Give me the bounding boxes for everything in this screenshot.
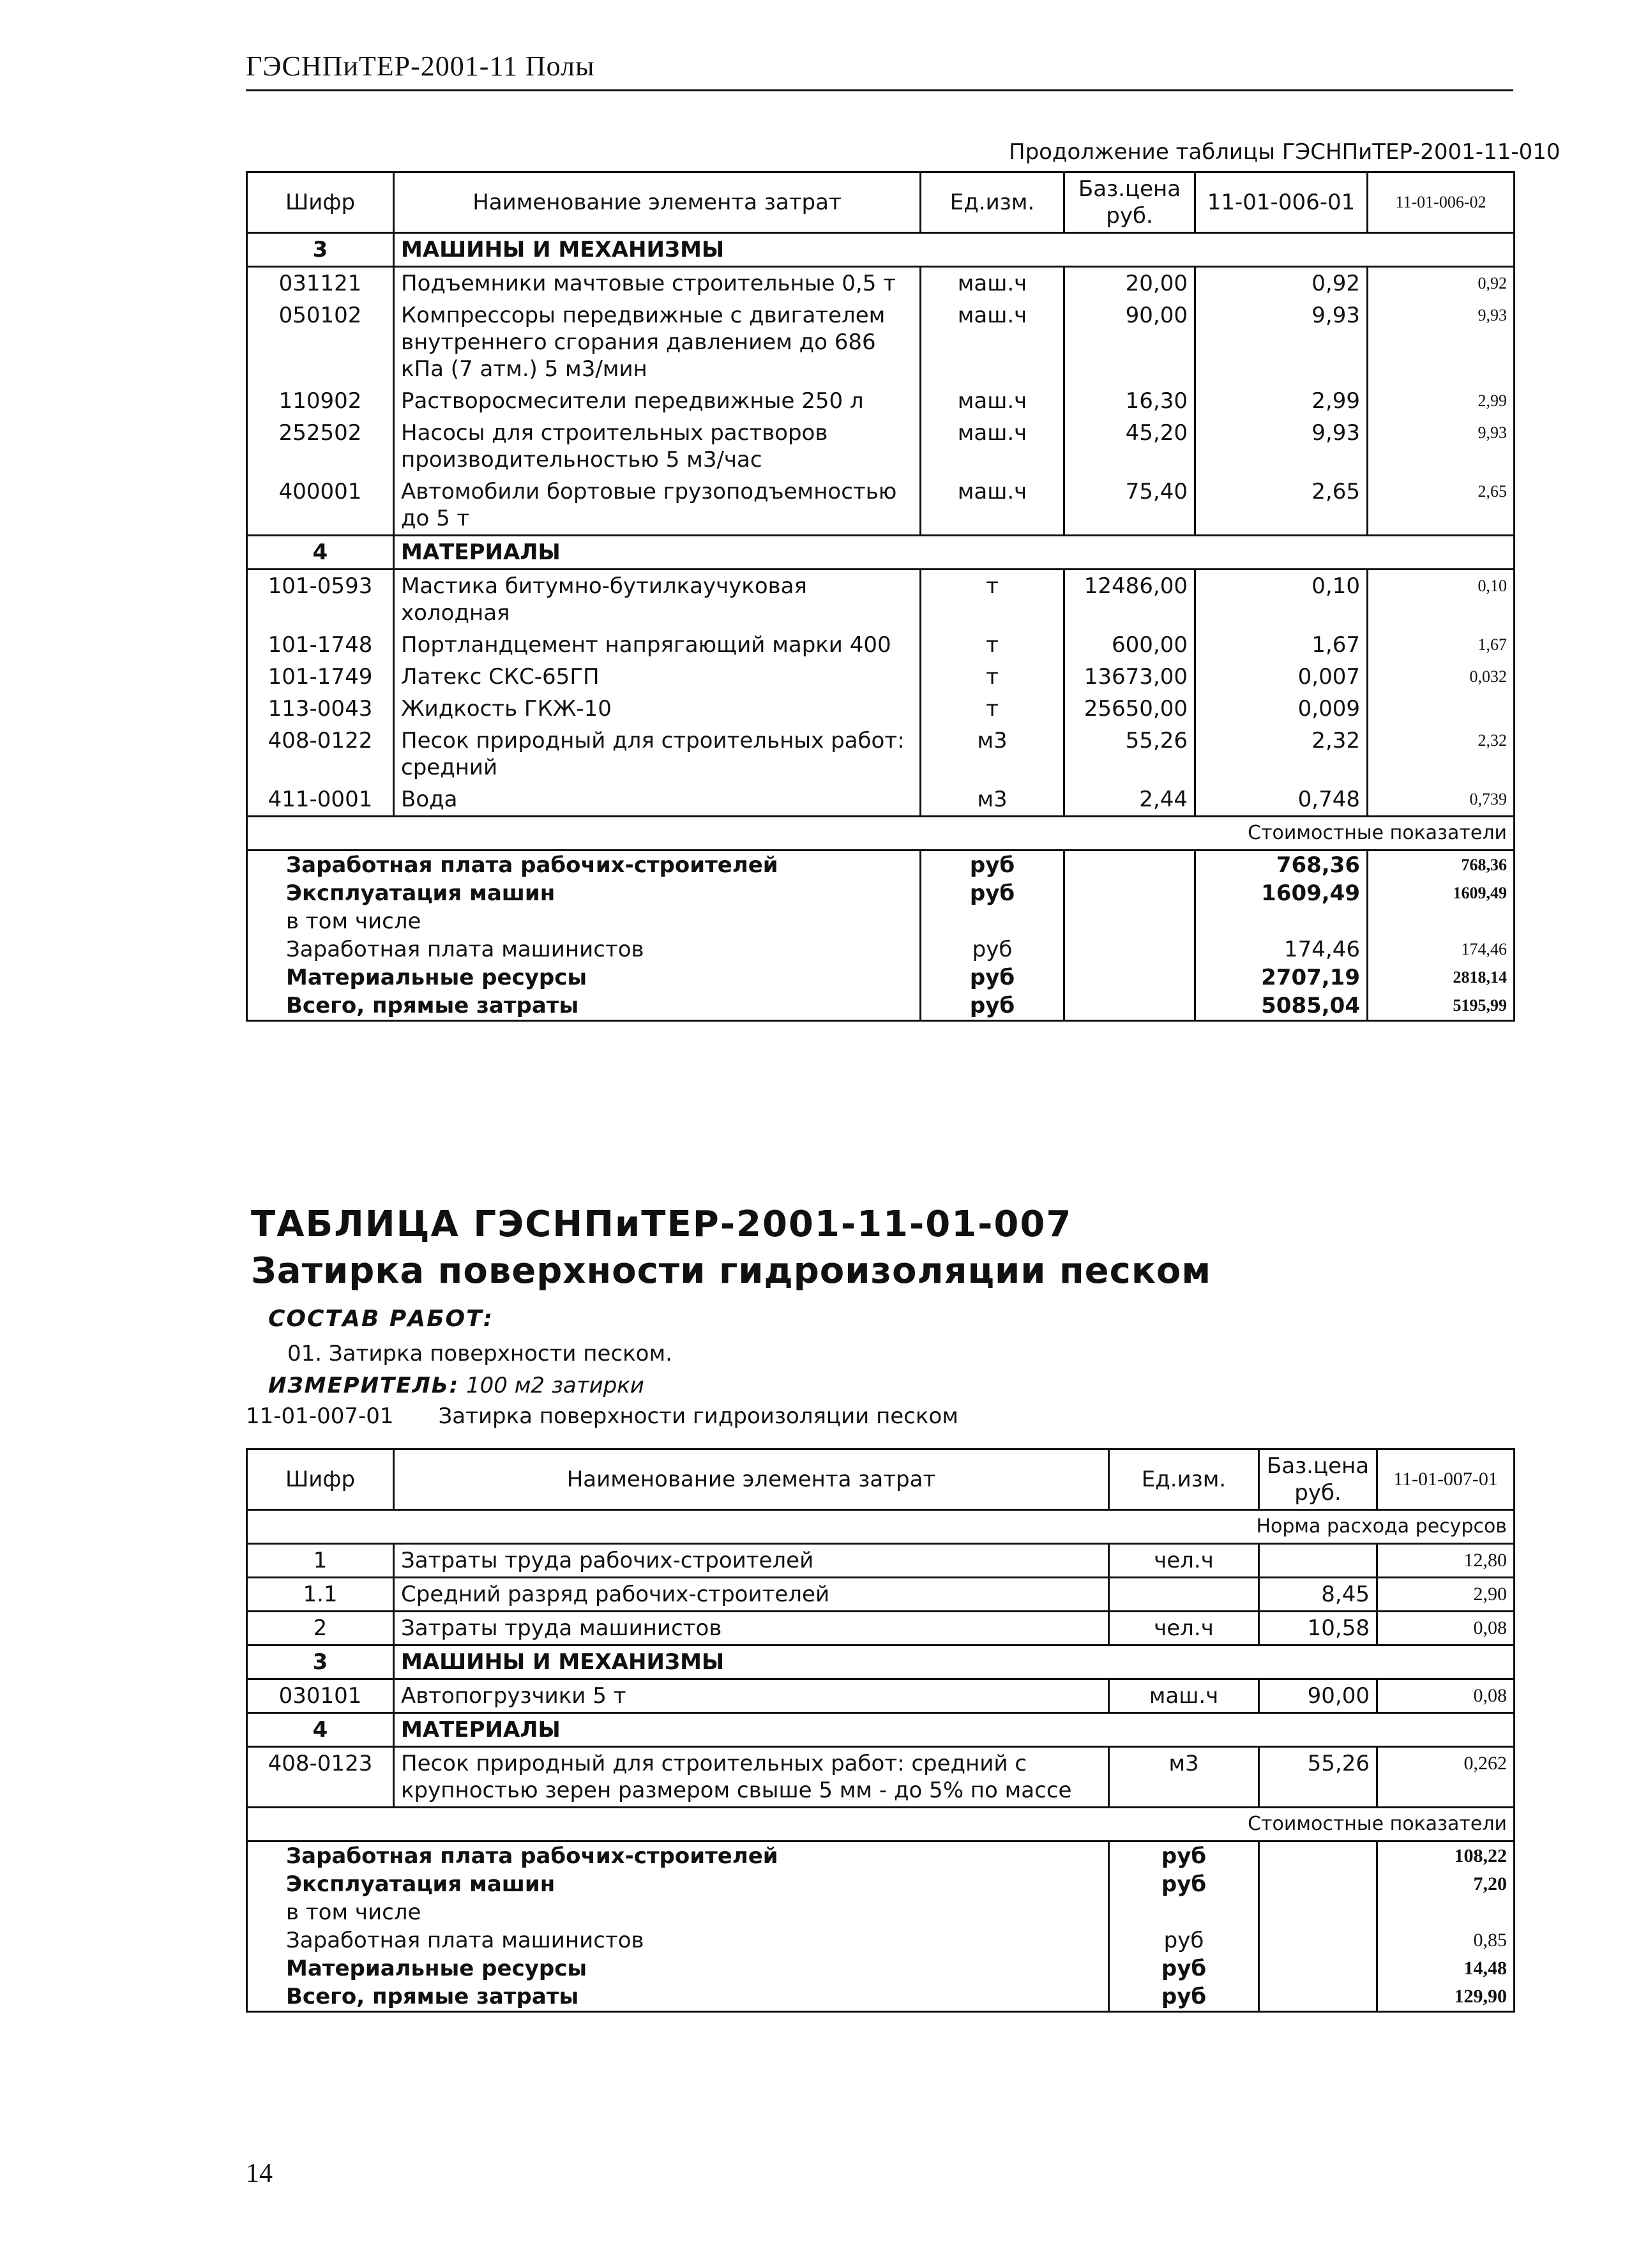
- table-row: [247, 1544, 1515, 1578]
- resource-code: 2: [247, 1612, 394, 1645]
- section-row: [247, 1645, 1515, 1679]
- resource-name: Подъемники мачтовые строительные 0,5 т: [394, 267, 921, 300]
- cost-value-1: 129,90: [1377, 1983, 1515, 2012]
- section-number: 4: [247, 1713, 394, 1747]
- resource-value-1: 0,08: [1377, 1612, 1515, 1645]
- cost-value-2: 1609,49: [1368, 879, 1515, 907]
- resource-value-1: 0,009: [1195, 693, 1368, 725]
- table-row: [247, 476, 1515, 536]
- resource-price: 13673,00: [1064, 661, 1195, 693]
- resource-price: 12486,00: [1064, 570, 1195, 630]
- cost-label: Всего, прямые затраты: [247, 992, 921, 1021]
- col-header-unit: Ед.изм.: [1109, 1449, 1259, 1510]
- resource-value-2: 9,93: [1368, 299, 1515, 385]
- resource-price: 55,26: [1259, 1747, 1377, 1808]
- resource-unit: маш.ч: [921, 299, 1064, 385]
- section-title: МАТЕРИАЛЫ: [394, 536, 1515, 570]
- cost-unit: руб: [921, 850, 1064, 880]
- rate-code-desc: Затирка поверхности гидроизоляции песком: [438, 1403, 958, 1429]
- table-row: [247, 725, 1515, 783]
- cost-label: Материальные ресурсы: [247, 1954, 1109, 1983]
- col-header-name: Наименование элемента затрат: [394, 172, 921, 233]
- resource-code: 1: [247, 1544, 394, 1578]
- table-row: [247, 1612, 1515, 1645]
- resource-price: 16,30: [1064, 385, 1195, 417]
- resource-name: Компрессоры передвижные с двигателем внутреннего сгорания давлением до 686 кПа (7 атм.) 5 м3/мин: [394, 299, 921, 385]
- resource-value-2: [1368, 693, 1515, 725]
- cost-label: в том числе: [247, 1898, 1109, 1926]
- resource-unit: чел.ч: [1109, 1612, 1259, 1645]
- table-row: [247, 783, 1515, 817]
- col-header-price: Баз.цена руб.: [1259, 1449, 1377, 1510]
- cost-unit: руб: [1109, 1954, 1259, 1983]
- cost-row: [247, 907, 1515, 935]
- resource-price: 600,00: [1064, 629, 1195, 661]
- resource-price: 25650,00: [1064, 693, 1195, 725]
- cost-value-2: 768,36: [1368, 850, 1515, 880]
- resource-value-2: 0,739: [1368, 783, 1515, 817]
- resource-price: 45,20: [1064, 417, 1195, 476]
- cost-unit: руб: [921, 992, 1064, 1021]
- cost-value-2: 174,46: [1368, 935, 1515, 964]
- resource-unit: т: [921, 693, 1064, 725]
- cost-label: в том числе: [247, 907, 921, 935]
- resource-value-1: 1,67: [1195, 629, 1368, 661]
- cost-value-1: 108,22: [1377, 1841, 1515, 1871]
- resource-code: 101-1748: [247, 629, 394, 661]
- cost-row: [247, 992, 1515, 1021]
- cost-value-2: [1368, 907, 1515, 935]
- resource-code: 411-0001: [247, 783, 394, 817]
- resource-value-2: 0,032: [1368, 661, 1515, 693]
- cost-row: [247, 1841, 1515, 1871]
- resource-code: 113-0043: [247, 693, 394, 725]
- cost-unit: [1109, 1898, 1259, 1926]
- cost-row: [247, 964, 1515, 992]
- resource-name: Насосы для строительных растворов производительностью 5 м3/час: [394, 417, 921, 476]
- resource-value-1: 2,65: [1195, 476, 1368, 536]
- cost-row: [247, 1983, 1515, 2012]
- cost-value-1: 14,48: [1377, 1954, 1515, 1983]
- cost-unit: руб: [921, 935, 1064, 964]
- resource-price: 90,00: [1259, 1679, 1377, 1713]
- col-header-rate-1: 11-01-006-01: [1195, 172, 1368, 233]
- resource-price: [1259, 1544, 1377, 1578]
- table-row: [247, 267, 1515, 300]
- cost-value-1: 2707,19: [1195, 964, 1368, 992]
- resource-unit: м3: [1109, 1747, 1259, 1808]
- resource-code: 101-0593: [247, 570, 394, 630]
- cost-row: [247, 1898, 1515, 1926]
- table-row: [247, 299, 1515, 385]
- cost-header: Стоимостные показатели: [247, 817, 1515, 850]
- resource-unit: маш.ч: [921, 385, 1064, 417]
- cost-empty: [1064, 935, 1195, 964]
- cost-unit: руб: [921, 879, 1064, 907]
- resource-unit: м3: [921, 725, 1064, 783]
- norm-header-row: [247, 1510, 1515, 1544]
- cost-value-1: 1609,49: [1195, 879, 1368, 907]
- resource-code: 408-0122: [247, 725, 394, 783]
- rate-code-line: [246, 1403, 958, 1429]
- resource-value-2: 9,93: [1368, 417, 1515, 476]
- cost-label: Эксплуатация машин: [247, 879, 921, 907]
- cost-unit: руб: [1109, 1926, 1259, 1954]
- cost-unit: руб: [1109, 1870, 1259, 1898]
- cost-row: [247, 1926, 1515, 1954]
- resource-table-2: [246, 1448, 1515, 2013]
- cost-unit: руб: [1109, 1841, 1259, 1871]
- resource-value-1: 9,93: [1195, 417, 1368, 476]
- work-composition-label: СОСТАВ РАБОТ:: [268, 1306, 494, 1332]
- table-row: [247, 570, 1515, 630]
- resource-name: Автопогрузчики 5 т: [394, 1679, 1109, 1713]
- section-row: [247, 536, 1515, 570]
- col-header-name: Наименование элемента затрат: [394, 1449, 1109, 1510]
- resource-name: Песок природный для строительных работ: средний: [394, 725, 921, 783]
- resource-name: Портландцемент напрягающий марки 400: [394, 629, 921, 661]
- cost-label: Заработная плата машинистов: [247, 1926, 1109, 1954]
- resource-name: Затраты труда рабочих-строителей: [394, 1544, 1109, 1578]
- cost-label: Материальные ресурсы: [247, 964, 921, 992]
- cost-header-row: [247, 817, 1515, 850]
- resource-value-2: 2,99: [1368, 385, 1515, 417]
- resource-code: 030101: [247, 1679, 394, 1713]
- resource-name: Мастика битумно-бутилкаучуковая холодная: [394, 570, 921, 630]
- resource-table-1: [246, 171, 1515, 1022]
- resource-price: 10,58: [1259, 1612, 1377, 1645]
- col-header-code: Шифр: [247, 1449, 394, 1510]
- cost-value-1: [1377, 1898, 1515, 1926]
- cost-empty: [1064, 850, 1195, 880]
- resource-price: 90,00: [1064, 299, 1195, 385]
- measure-line: [268, 1373, 644, 1398]
- cost-empty: [1259, 1898, 1377, 1926]
- cost-row: [247, 879, 1515, 907]
- resource-value-1: 2,32: [1195, 725, 1368, 783]
- norm-header: Норма расхода ресурсов: [247, 1510, 1515, 1544]
- cost-empty: [1064, 992, 1195, 1021]
- cost-label: Заработная плата машинистов: [247, 935, 921, 964]
- table-row: [247, 417, 1515, 476]
- cost-value-1: [1195, 907, 1368, 935]
- cost-value-1: 7,20: [1377, 1870, 1515, 1898]
- cost-empty: [1064, 964, 1195, 992]
- page-number: 14: [246, 2159, 273, 2188]
- resource-name: Средний разряд рабочих-строителей: [394, 1578, 1109, 1612]
- table-subtitle: Затирка поверхности гидроизоляции песком: [251, 1250, 1212, 1292]
- cost-value-1: 768,36: [1195, 850, 1368, 880]
- col-header-rate-1: 11-01-007-01: [1377, 1449, 1515, 1510]
- table-header-row: [247, 172, 1515, 233]
- resource-value-1: 0,262: [1377, 1747, 1515, 1808]
- col-header-price: Баз.цена руб.: [1064, 172, 1195, 233]
- cost-label: Заработная плата рабочих-строителей: [247, 850, 921, 880]
- cost-unit: руб: [1109, 1983, 1259, 2012]
- section-title: МАШИНЫ И МЕХАНИЗМЫ: [394, 233, 1515, 267]
- resource-code: 110902: [247, 385, 394, 417]
- measure-value: 100 м2 затирки: [466, 1373, 644, 1398]
- cost-value-2: 2818,14: [1368, 964, 1515, 992]
- cost-value-1: 5085,04: [1195, 992, 1368, 1021]
- resource-value-2: 2,32: [1368, 725, 1515, 783]
- section-number: 3: [247, 233, 394, 267]
- resource-value-1: 0,92: [1195, 267, 1368, 300]
- cost-label: Заработная плата рабочих-строителей: [247, 1841, 1109, 1871]
- section-number: 4: [247, 536, 394, 570]
- table-title: ТАБЛИЦА ГЭСНПиТЕР-2001-11-01-007: [251, 1204, 1073, 1245]
- section-title: МАШИНЫ И МЕХАНИЗМЫ: [394, 1645, 1515, 1679]
- resource-unit: т: [921, 629, 1064, 661]
- resource-unit: м3: [921, 783, 1064, 817]
- cost-value-1: 0,85: [1377, 1926, 1515, 1954]
- resource-value-2: 0,92: [1368, 267, 1515, 300]
- cost-value-2: 5195,99: [1368, 992, 1515, 1021]
- table-row: [247, 1578, 1515, 1612]
- resource-name: Затраты труда машинистов: [394, 1612, 1109, 1645]
- cost-empty: [1259, 1954, 1377, 1983]
- measure-label: ИЗМЕРИТЕЛЬ:: [268, 1373, 460, 1398]
- resource-value-1: 0,748: [1195, 783, 1368, 817]
- table-row: [247, 629, 1515, 661]
- cost-unit: руб: [921, 964, 1064, 992]
- cost-empty: [1259, 1926, 1377, 1954]
- resource-price: 8,45: [1259, 1578, 1377, 1612]
- col-header-unit: Ед.изм.: [921, 172, 1064, 233]
- resource-name: Автомобили бортовые грузоподъемностью до 5 т: [394, 476, 921, 536]
- running-header: ГЭСНПиТЕР-2001-11 Полы: [246, 50, 595, 82]
- cost-value-1: 174,46: [1195, 935, 1368, 964]
- col-header-code: Шифр: [247, 172, 394, 233]
- resource-price: 55,26: [1064, 725, 1195, 783]
- cost-header-row: [247, 1808, 1515, 1841]
- resource-value-1: 2,90: [1377, 1578, 1515, 1612]
- resource-unit: т: [921, 570, 1064, 630]
- resource-price: 20,00: [1064, 267, 1195, 300]
- resource-value-2: 2,65: [1368, 476, 1515, 536]
- resource-code: 400001: [247, 476, 394, 536]
- resource-name: Песок природный для строительных работ: средний с крупностью зерен размером свыше 5 мм - до 5% по массе: [394, 1747, 1109, 1808]
- resource-value-1: 9,93: [1195, 299, 1368, 385]
- resource-code: 408-0123: [247, 1747, 394, 1808]
- cost-unit: [921, 907, 1064, 935]
- cost-empty: [1064, 879, 1195, 907]
- cost-row: [247, 1870, 1515, 1898]
- resource-value-1: 0,08: [1377, 1679, 1515, 1713]
- resource-unit: маш.ч: [1109, 1679, 1259, 1713]
- cost-label: Всего, прямые затраты: [247, 1983, 1109, 2012]
- resource-unit: [1109, 1578, 1259, 1612]
- cost-row: [247, 1954, 1515, 1983]
- rate-code: 11-01-007-01: [246, 1403, 394, 1429]
- resource-unit: т: [921, 661, 1064, 693]
- continuation-caption: Продолжение таблицы ГЭСНПиТЕР-2001-11-010: [1009, 139, 1561, 165]
- resource-name: Растворосмесители передвижные 250 л: [394, 385, 921, 417]
- cost-empty: [1259, 1870, 1377, 1898]
- resource-name: Латекс СКС-65ГП: [394, 661, 921, 693]
- resource-name: Вода: [394, 783, 921, 817]
- resource-unit: маш.ч: [921, 267, 1064, 300]
- section-title: МАТЕРИАЛЫ: [394, 1713, 1515, 1747]
- cost-empty: [1064, 907, 1195, 935]
- section-row: [247, 1713, 1515, 1747]
- resource-value-2: 1,67: [1368, 629, 1515, 661]
- resource-value-1: 2,99: [1195, 385, 1368, 417]
- table-row: [247, 1747, 1515, 1808]
- resource-code: 031121: [247, 267, 394, 300]
- header-rule: [246, 89, 1513, 91]
- resource-code: 101-1749: [247, 661, 394, 693]
- resource-value-1: 0,007: [1195, 661, 1368, 693]
- cost-row: [247, 850, 1515, 880]
- cost-label: Эксплуатация машин: [247, 1870, 1109, 1898]
- resource-value-2: 0,10: [1368, 570, 1515, 630]
- table-row: [247, 693, 1515, 725]
- table-row: [247, 1679, 1515, 1713]
- table-row: [247, 661, 1515, 693]
- section-number: 3: [247, 1645, 394, 1679]
- table-header-row: [247, 1449, 1515, 1510]
- resource-unit: чел.ч: [1109, 1544, 1259, 1578]
- resource-value-1: 12,80: [1377, 1544, 1515, 1578]
- resource-unit: маш.ч: [921, 476, 1064, 536]
- resource-code: 1.1: [247, 1578, 394, 1612]
- resource-price: 75,40: [1064, 476, 1195, 536]
- resource-price: 2,44: [1064, 783, 1195, 817]
- cost-empty: [1259, 1841, 1377, 1871]
- resource-name: Жидкость ГКЖ-10: [394, 693, 921, 725]
- resource-unit: маш.ч: [921, 417, 1064, 476]
- resource-value-1: 0,10: [1195, 570, 1368, 630]
- cost-empty: [1259, 1983, 1377, 2012]
- resource-code: 252502: [247, 417, 394, 476]
- table-row: [247, 385, 1515, 417]
- cost-header: Стоимостные показатели: [247, 1808, 1515, 1841]
- resource-code: 050102: [247, 299, 394, 385]
- col-header-rate-2: 11-01-006-02: [1368, 172, 1515, 233]
- section-row: [247, 233, 1515, 267]
- cost-row: [247, 935, 1515, 964]
- work-item: 01. Затирка поверхности песком.: [287, 1341, 672, 1366]
